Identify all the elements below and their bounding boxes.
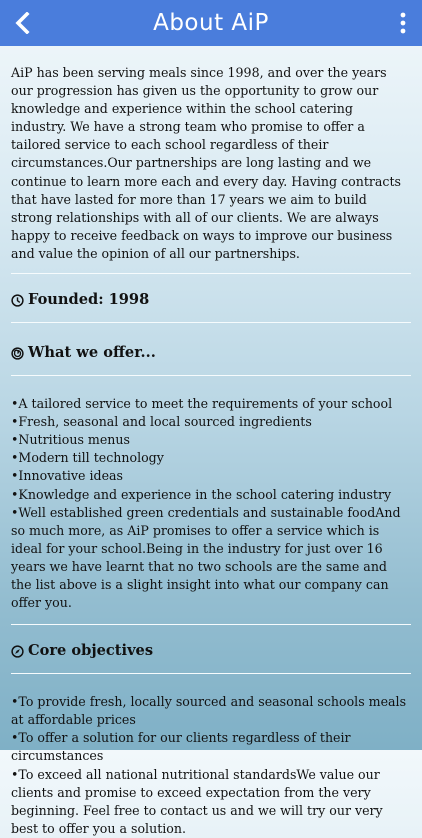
divider bbox=[11, 624, 411, 625]
offer-heading bbox=[11, 343, 411, 363]
divider bbox=[11, 673, 411, 674]
content-area[interactable] bbox=[11, 64, 411, 838]
back-button[interactable] bbox=[6, 6, 40, 40]
list-item: •A tailored service to meet the requirements of your school bbox=[11, 396, 393, 412]
more-vertical-icon bbox=[399, 12, 407, 34]
spiral-icon bbox=[11, 347, 24, 360]
intro-paragraph: AiP has been serving meals since 1998, and over the years our progression has given us the opportunity to grow our knowledge and experience within the school catering industry. We have a strong team who promise to offer a tailored service to each school regardless of their circumstances.Our partnerships are long lasting and we continue to learn more each and every day. Having contracts that have lasted for more than 17 years we aim to build strong relationships with all of our clients. We are always happy to receive feedback on ways to improve our business and value the opinion of all our partnerships. bbox=[11, 65, 401, 261]
list-item: •Modern till technology bbox=[11, 450, 164, 466]
offer-heading-text: What we offer... bbox=[28, 344, 156, 362]
list-item: •Fresh, seasonal and local sourced ingredients bbox=[11, 414, 312, 430]
founded-row bbox=[11, 290, 411, 310]
overflow-menu-button[interactable] bbox=[388, 6, 418, 40]
divider bbox=[11, 322, 411, 323]
chevron-left-icon bbox=[13, 12, 33, 34]
objectives-list bbox=[11, 693, 411, 838]
list-item: •To exceed all national nutritional standardsWe value our clients and promise to exceed expectation from the very beginning. Feel free to contact us and we will try our very best to offer you a solution. bbox=[11, 766, 383, 836]
list-item: •Knowledge and experience in the school catering industry bbox=[11, 486, 392, 502]
list-item: •Well established green credentials and sustainable foodAnd so much more, as AiP promises to offer a service which is ideal for your school.Being in the industry for just over 16 years we have learnt that no two schools are the same and the list above is a slight insight into what our company can offer you. bbox=[11, 504, 401, 611]
offer-list bbox=[11, 395, 411, 612]
list-item: •To offer a solution for our clients regardless of their circumstances bbox=[11, 730, 351, 764]
app-bar bbox=[0, 0, 422, 46]
compass-icon bbox=[11, 645, 24, 658]
list-item: •To provide fresh, locally sourced and seasonal schools meals at affordable prices bbox=[11, 694, 407, 728]
founded-year: 1998 bbox=[108, 291, 150, 309]
page-title: About AiP bbox=[153, 10, 269, 36]
objectives-heading bbox=[11, 641, 411, 661]
founded-label: Founded: bbox=[28, 291, 104, 309]
divider bbox=[11, 375, 411, 376]
list-item: •Nutritious menus bbox=[11, 432, 130, 448]
list-item: •Innovative ideas bbox=[11, 468, 124, 484]
divider bbox=[11, 273, 411, 274]
objectives-heading-text: Core objectives bbox=[28, 642, 154, 660]
clock-icon bbox=[11, 294, 24, 307]
